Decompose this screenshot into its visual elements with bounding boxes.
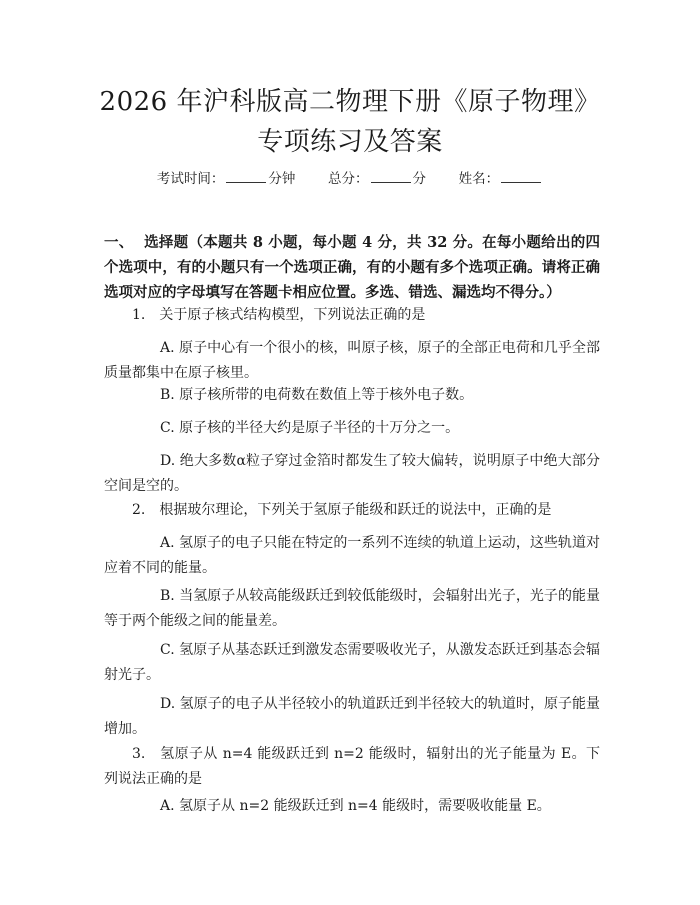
question-2-option-b: B. 当氢原子从较高能级跃迁到较低能级时，会辐射出光子，光子的能量等于两个能级之间的能量差。	[104, 588, 600, 629]
exam-time-blank	[226, 168, 266, 183]
section-number: 一、	[104, 234, 134, 251]
total-score-blank	[371, 168, 411, 183]
section-instructions: 选择题（本题共 8 小题，每小题 4 分，共 32 分。在每小题给出的四个选项中，有的小题只有一个选项正确，有的小题有多个选项正确。请将正确选项对应的字母填写在答题卡相应位置。多选、错选、漏选均不得分。）	[104, 234, 600, 301]
question-3-option-a: A. 氢原子从 n=2 能级跃迁到 n=4 能级时，需要吸收能量 E。	[160, 798, 551, 814]
page-title: 2026 年沪科版高二物理下册《原子物理》专项练习及答案	[99, 87, 601, 157]
student-name-label: 姓名：	[458, 171, 500, 187]
exam-time-unit: 分钟	[268, 171, 296, 187]
question-2-option-d: D. 氢原子的电子从半径较小的轨道跃迁到半径较大的轨道时，原子能量增加。	[104, 696, 600, 737]
question-1-option-d: D. 绝大多数α粒子穿过金箔时都发生了较大偏转，说明原子中绝大部分空间是空的。	[104, 453, 600, 494]
exam-time-label: 考试时间：	[156, 171, 225, 187]
question-1-option-b: B. 原子核所带的电荷数在数值上等于核外电子数。	[160, 387, 474, 403]
total-score-unit: 分	[412, 171, 426, 187]
question-1-option-a: A. 原子中心有一个很小的核，叫原子核，原子的全部正电荷和几乎全部质量都集中在原子核里。	[104, 340, 600, 381]
exam-info-line	[0, 168, 700, 189]
question-2-option-a: A. 氢原子的电子只能在特定的一系列不连续的轨道上运动，这些轨道对应着不同的能量。	[104, 535, 600, 576]
question-2-stem: 2. 根据玻尔理论，下列关于氢原子能级和跃迁的说法中，正确的是	[132, 502, 552, 518]
question-1-stem: 1. 关于原子核式结构模型，下列说法正确的是	[132, 307, 426, 323]
section-heading	[104, 230, 600, 305]
question-2-option-c: C. 氢原子从基态跃迁到激发态需要吸收光子，从激发态跃迁到基态会辐射光子。	[104, 642, 600, 683]
total-score-label: 总分：	[328, 171, 369, 187]
question-3-stem: 3. 氢原子从 n=4 能级跃迁到 n=2 能级时，辐射出的光子能量为 E。下列说法正确的是	[104, 746, 600, 787]
question-1-option-c: C. 原子核的半径大约是原子半径的十万分之一。	[160, 420, 460, 436]
student-name-blank	[501, 168, 541, 183]
